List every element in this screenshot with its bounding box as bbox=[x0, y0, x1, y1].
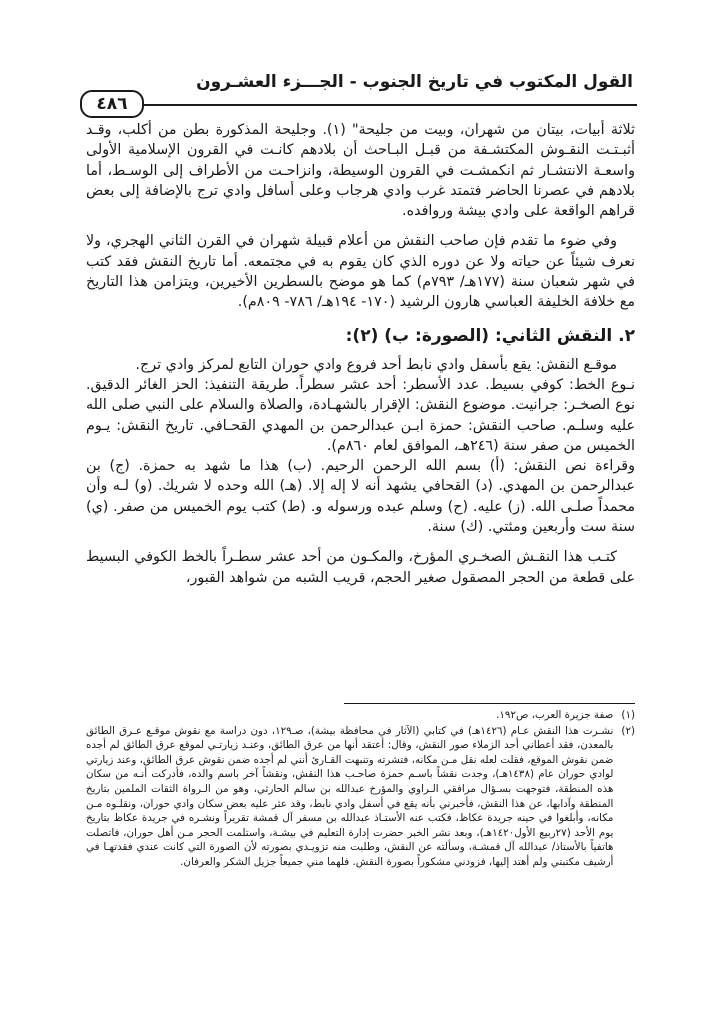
main-text bbox=[86, 120, 635, 598]
body-paragraph-1: ثلاثة أبيات، بيتان من شهران، وبيت من جليحة" (١). وجليحة المذكورة بطن من أكلب، وقـد أثبـتـت النقـوش المكتشـفة من قبـل البـاحث أن بلادهم كانـت في القرون الإسلامية الأولى واسعـة الانتشـار ثم انكمشـت في القرون الوسيطة، وانزاحـت من الأطراف إلى الوسـط، أما بلادهم في عصرنا الحاضر فتمتد غرب وادي هرجاب وعلى أسافل وادي ترج بالإضافة إلى بعض قراهم الواقعة على وادي بيشة وروافده. bbox=[86, 122, 635, 220]
inscription-fields bbox=[86, 355, 635, 538]
section-heading: ٢. النقش الثاني: (الصورة: ب) (٢): bbox=[345, 325, 635, 346]
footnote-number: (٢) bbox=[621, 724, 635, 737]
field-details: نـوع الخط: كوفي بسيط. عدد الأسطر: أحد عشر سطراً. طريقة التنفيذ: الحز الغائر الدقيق. نوع الصخـر: جرانيت. موضوع النقش: الإقرار بالشهـادة، والصلاة والسلام على النبي صلى الله عليه وسلـم. صاحب النقش: حمزة ابـن عبدالرحمن بن المهدي القحـافي. تاريخ النقش: يـوم الخميس من صفر سنة (٢٤٦هـ، الموافق لعام ٨٦٠م). bbox=[86, 376, 635, 454]
footnotes bbox=[86, 708, 635, 871]
footnote-number: (١) bbox=[621, 709, 635, 721]
page-header bbox=[80, 62, 637, 114]
footnote-text: صفة جزيرة العرب، ص١٩٢. bbox=[496, 709, 614, 721]
footnote-2 bbox=[86, 724, 635, 870]
body-paragraph-3: كتـب هذا النقـش الصخـري المؤرخ، والمكـون من أحد عشر سطـراً بالخط الكوفي البسيط على قطعة من الحجر المصقول صغير الحجم، قريب الشبه من شواهد القبور، bbox=[86, 549, 635, 586]
body-paragraph-2: وفي ضوء ما تقدم فإن صاحب النقش من أعلام قبيلة شهران في القرن الثاني الهجري، ولا نعرف شيئاً عن حياته ولا عن دوره الذي كان يقوم به في مجتمعه. أما تاريخ النقش فقد كتب في شهر شعبان سنة (١٧٧هـ/ ٧٩٣م) كما هو موضح بالسطرين الأخيرين، ويتزامن هذا التاريخ مع خلافة الخليفة العباسي هارون الرشيد (١٧٠- ١٩٤هـ/ ٧٨٦- ٨٠٩م). bbox=[86, 233, 636, 311]
footnote-divider bbox=[344, 703, 635, 704]
field-reading: وقراءة نص النقش: (أ) بسم الله الرحمن الرحيم. (ب) هذا ما شهد به حمزة. (ج) بن عبدالرحمن بن المهدي. (د) القحافي يشهد أنه لا إله إلا. (هـ) الله وحده لا شريك. (و) لـه وأن محمداً صلـى الله. (ز) عليه. (ح) وسلم عبده ورسوله و. (ط) كتب يوم الخميس من صفر. (ي) سنة ست وأربعين ومئتي. (ك) سنة. bbox=[86, 458, 635, 536]
page-number-badge: ٤٨٦ bbox=[80, 90, 144, 118]
running-title: القول المكتوب في تاريخ الجنوب - الجـــزء العشـرون bbox=[196, 72, 633, 92]
footnote-text: نشـرت هذا النقش عـام (١٤٢٦هـ) في كتابي (الآثار في محافظة بيشة)، صـ١٢٩، دون دراسة مع نقوش موقـع عـرق الطائق بالمعدن، فقد أعطاني أحد الزملاء صور النقش، وقال: أعتقد أنها من عرق الطائق، وعنـد زيارتـي لموقع عرق الطائق لم أجده ضمن نقوش الموقع، فقلت لعله نقل مـن مكانه، فتشرته وتنبهت القـارئ أنني لم أجده ضمن نقوش عرق الطائق، وعند زيارتي لوادي حوران عام (١٤٣٨هـ)، وجدت نقشاً باسـم حمزة صاحـب هذا النقش، ونقشاً آخر باسم والده، فأدركت أنـه من سكان هذه المنطقة، فتوجهت بسـؤال مرافقي الـراوي والمؤرخ عبدالله بن سالم الحارثي، وهو من الـرواة الثقات الملمين بتاريخ المنطقة وآدابها، عن هذا النقش، فأخبرني بأنه يقع في أسفل وادي نابط، وقد عثر عليه بعض سكان وادي حوران، ونقلـوه مـن مكانه، وأبلغوا في حينه جريدة عكاظ، فكتب عنه الأستـاذ عبدالله بن مسفر آل قمشة تقريراً ونشـره في جريدة عكاظ بتاريخ يوم الأحد (٢٧ربيع الأول١٤٢٠هـ)، وبعد نشر الخبر حضرت إدارة التعليم في بيشـة، واستلمت الحجر مـن أهل حوران، فاتصلت هاتفياً بالأستاذ/ عبدالله آل قمشـة، وسألته عن النقش، وطلبت منه تزويـدي بصورته لأن الصورة التي كانت عندي فقدتهـا في أرشيف مكتبتي ولم أهتد إليها، فزودني مشكوراً بصورة النقش. فلهما مني جميعاً جزيل الشكر والعرفان. bbox=[86, 724, 614, 868]
field-location: موقـع النقش: يقع بأسفل وادي نابط أحد فروع وادي حوران التابع لمركز وادي ترج. bbox=[135, 356, 617, 373]
footnote-1 bbox=[86, 708, 635, 723]
